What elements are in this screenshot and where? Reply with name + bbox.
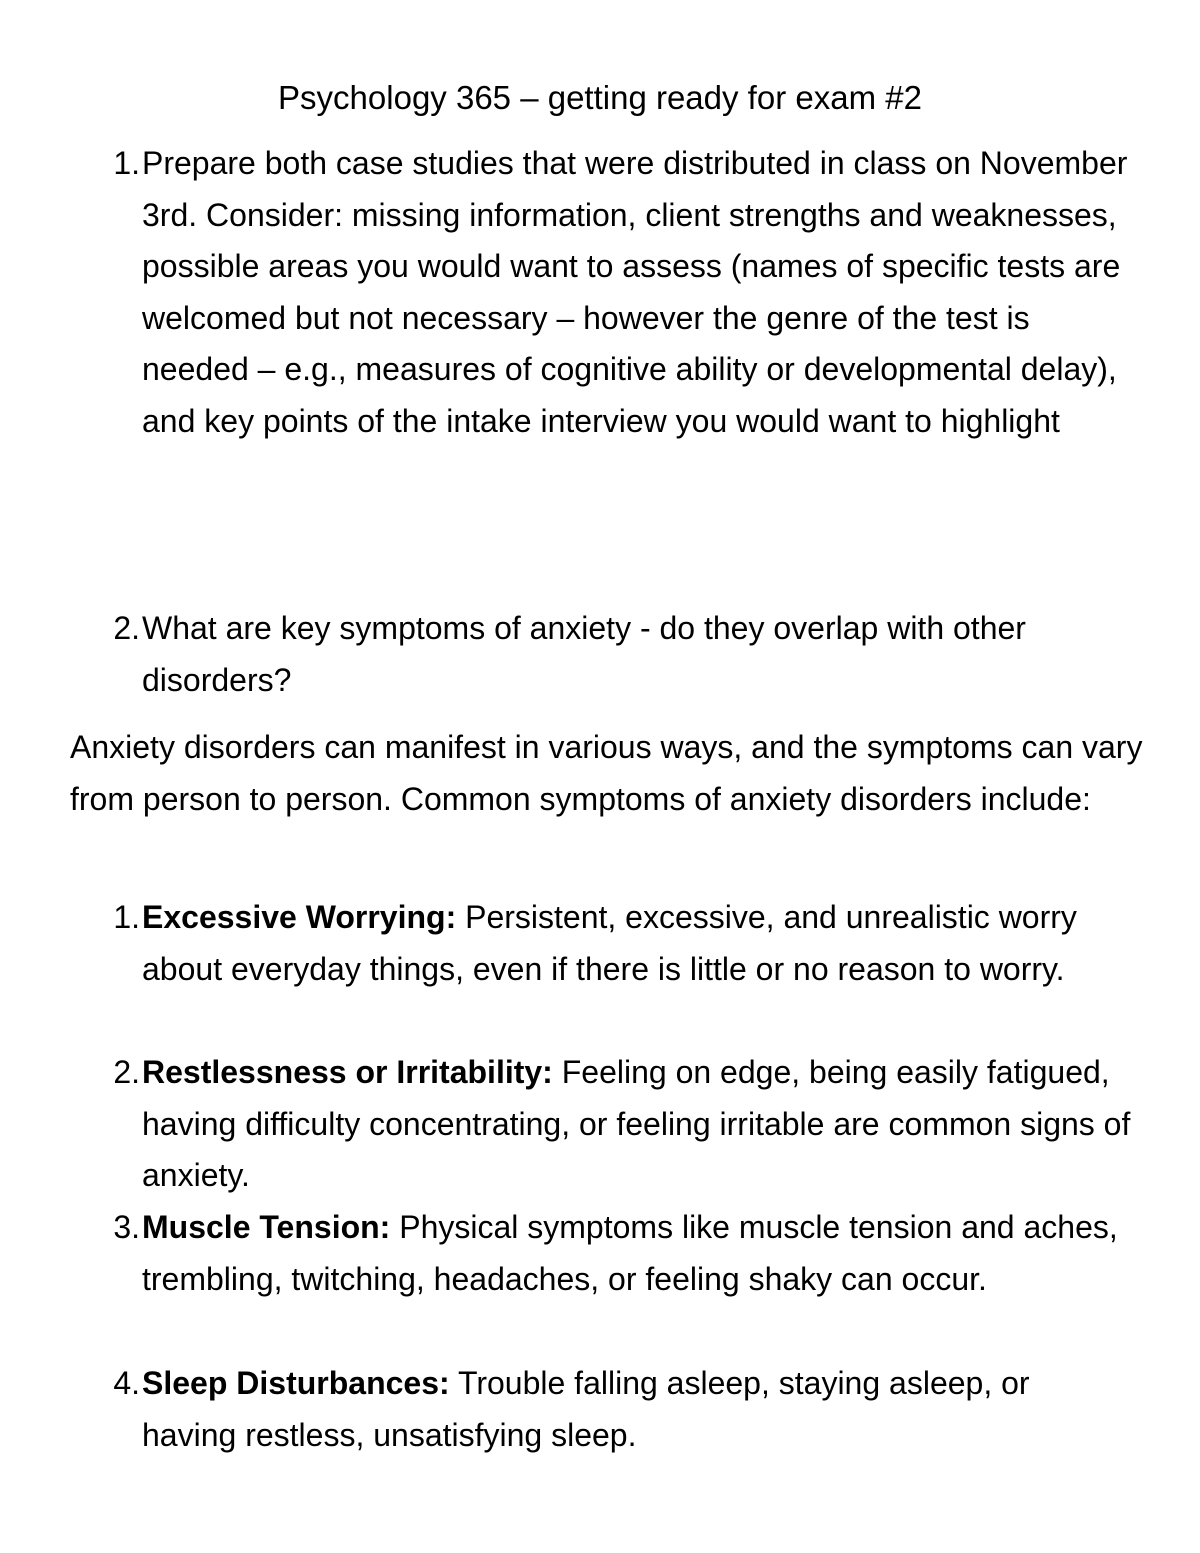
symptom-term: Restlessness or Irritability: — [142, 1054, 553, 1090]
symptom-text — [142, 1047, 1132, 1202]
question-text: What are key symptoms of anxiety - do they overlap with other disorders? — [142, 610, 1026, 698]
symptom-item-3 — [113, 1202, 1132, 1305]
symptom-text — [142, 1358, 1132, 1461]
symptom-number: 1. — [113, 899, 140, 935]
symptom-item-1 — [113, 892, 1132, 995]
symptom-text — [142, 1202, 1132, 1305]
question-item-1 — [113, 138, 1132, 447]
symptom-description: Physical symptoms like muscle tension and aches, trembling, twitching, headaches, or feeling shaky can occur. — [142, 1209, 1118, 1297]
symptom-number: 2. — [113, 1054, 140, 1090]
answer-intro-paragraph: Anxiety disorders can manifest in various ways, and the symptoms can vary from person to person. Common symptoms of anxiety disorders include: — [70, 729, 1143, 817]
question-text: Prepare both case studies that were distributed in class on November 3rd. Consider: missing information, client strengths and weaknesses, possible areas you would want to assess (names of specific tests are welcomed but not necessary – however the genre of the test is needed – e.g., measures of cognitive ability or developmental delay), and key points of the intake interview you would want to highlight — [142, 145, 1128, 439]
question-number: 1. — [113, 145, 140, 181]
symptom-description: Persistent, excessive, and unrealistic worry about everyday things, even if there is little or no reason to worry. — [142, 899, 1077, 987]
symptom-term: Excessive Worrying: — [142, 899, 457, 935]
symptom-term: Sleep Disturbances: — [142, 1365, 450, 1401]
symptom-description: Feeling on edge, being easily fatigued, having difficulty concentrating, or feeling irritable are common signs of anxiety. — [142, 1054, 1131, 1193]
symptom-term: Muscle Tension: — [142, 1209, 391, 1245]
question-item-2 — [113, 603, 1132, 706]
symptom-item-4 — [113, 1358, 1132, 1461]
symptom-number: 4. — [113, 1365, 140, 1401]
symptom-number: 3. — [113, 1209, 140, 1245]
symptom-text — [142, 892, 1132, 995]
document-title: Psychology 365 – getting ready for exam #2 — [278, 79, 922, 116]
symptom-description: Trouble falling asleep, staying asleep, or having restless, unsatisfying sleep. — [142, 1365, 1030, 1453]
question-number: 2. — [113, 610, 140, 646]
symptom-item-2 — [113, 1047, 1132, 1202]
